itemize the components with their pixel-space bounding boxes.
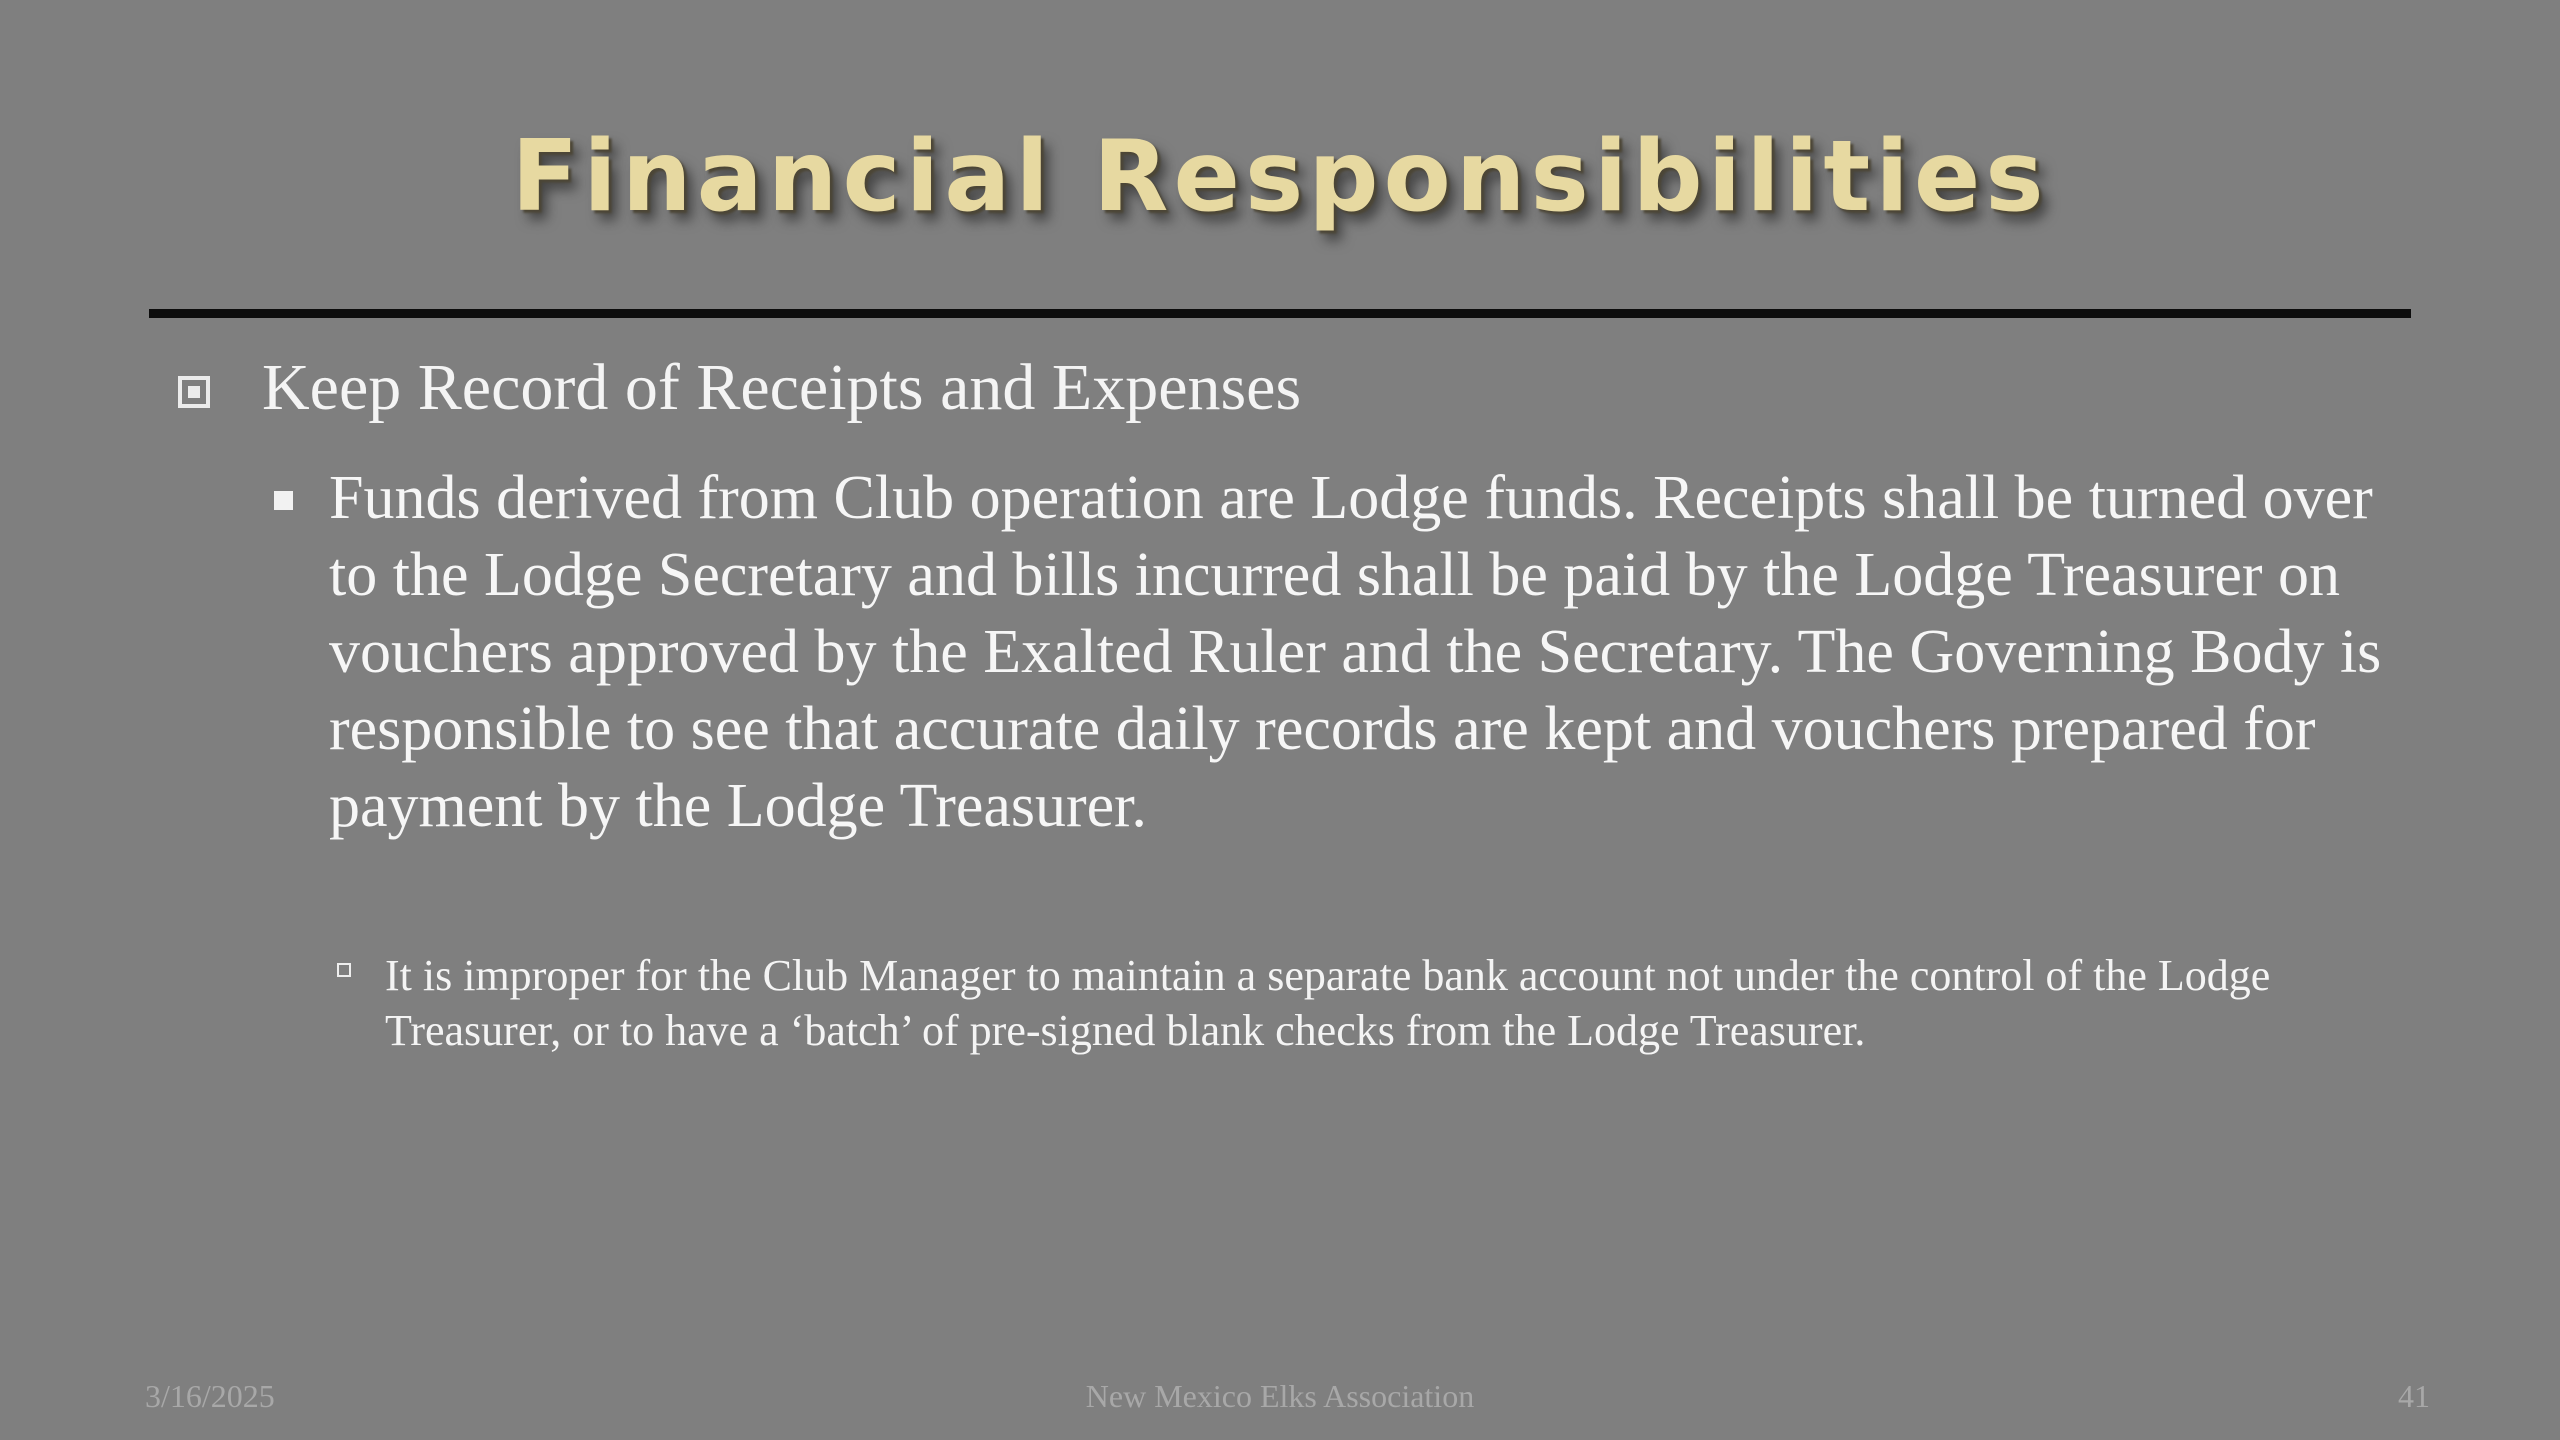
bullet-level3-text: It is improper for the Club Manager to maintain a separate bank account not under the control of the Lodge Treasurer, or to have a ‘batch’ of pre-signed blank checks from the Lodge Treasurer. bbox=[385, 951, 2271, 1055]
bullet-level1-text: Keep Record of Receipts and Expenses bbox=[262, 351, 1302, 424]
title-divider bbox=[149, 309, 2411, 318]
footer-organization: New Mexico Elks Association bbox=[1085, 1378, 1475, 1414]
boxed-square-bullet-icon bbox=[178, 376, 210, 408]
boxed-square-bullet-inner bbox=[188, 386, 200, 398]
bullet-level2-text: Funds derived from Club operation are Lodge funds. Receipts shall be turned over to the Lodge Secretary and bills incurred shall be paid by the Lodge Treasurer on vouchers approved by the Exalted Ruler and the Secretary. The Governing Body is responsible to see that accurate daily records are kept and vouchers prepared for payment by the Lodge Treasurer. bbox=[329, 464, 2382, 840]
footer-page-number: 41 bbox=[2398, 1378, 2430, 1414]
footer-date: 3/16/2025 bbox=[145, 1378, 275, 1414]
slide-title: Financial Responsibilities bbox=[511, 120, 2049, 234]
hollow-square-bullet-icon bbox=[337, 963, 351, 977]
filled-square-bullet-icon bbox=[274, 491, 293, 510]
